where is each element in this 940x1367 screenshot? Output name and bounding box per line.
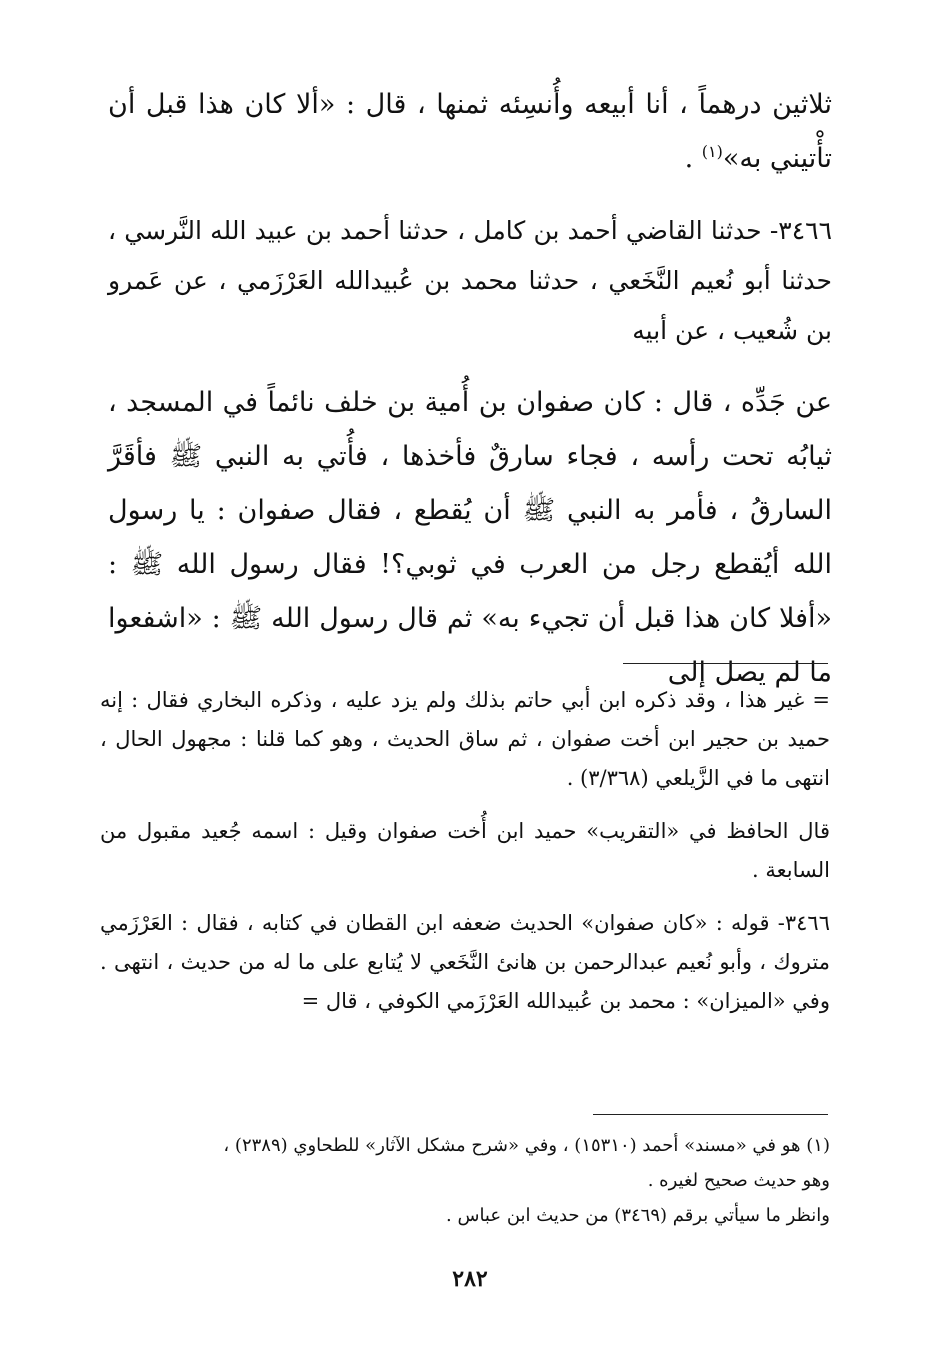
hadith-matn-paragraph: عن جَدِّه ، قال : كان صفوان بن أُمية بن خلف نائماً في المسجد ، ثيابُه تحت رأسه ، فجاء سارقٌ فأخذها ، فأُتي به النبي ﷺ فأقَرَّ السارقُ ، فأمر به النبي ﷺ أن يُقطع ، فقال صفوان : يا رسول الله أيُقطع رجل من العرب في ثوبي؟! فقال رسول الله ﷺ : «أفلا كان هذا قبل أن تجيء به» ثم قال رسول الله ﷺ : «اشفعوا ما لم يصل إلى: [108, 387, 833, 688]
continuation-end: .: [684, 143, 702, 174]
commentary-notes: [100, 681, 830, 1021]
hadith-isnad-paragraph: ٣٤٦٦- حدثنا القاضي أحمد بن كامل ، حدثنا أحمد بن عبيد الله النَّرسي ، حدثنا أبو نُعيم النَّخَعي ، حدثنا محمد بن عُبيدالله العَرْزَمي ، عن عَمرو بن شُعيب ، عن أبيه: [108, 216, 832, 345]
footnote-separator-line: [593, 1114, 828, 1115]
commentary-note-2: قال الحافظ في «التقريب» حميد ابن أُخت صفوان وقيل : اسمه جُعيد مقبول من السابعة .: [100, 819, 830, 882]
page-number: ٢٨٢: [452, 1266, 488, 1292]
footnote-1-line-2: وهو حديث صحيح لغيره .: [647, 1170, 830, 1191]
footnote-1-line-3: وانظر ما سيأتي برقم (٣٤٦٩) من حديث ابن عباس .: [446, 1205, 830, 1226]
footnotes: [110, 1128, 830, 1233]
commentary-note-3: ٣٤٦٦- قوله : «كان صفوان» الحديث ضعفه ابن القطان في كتابه ، فقال : العَرْزَمي متروك ، وأبو نُعيم عبدالرحمن بن هانئ النَّخَعي لا يُتابع على ما له من حديث ، انتهى . وفي «الميزان» : محمد بن عُبيدالله العَرْزَمي الكوفي ، قال =: [100, 911, 830, 1013]
continuation-paragraph: [108, 78, 832, 186]
notes-separator-line: [623, 663, 828, 664]
continuation-text: ثلاثين درهماً ، أنا أبيعه وأُنسِئه ثمنها ، قال : «ألا كان هذا قبل أن تأْتيني به»: [108, 89, 832, 174]
main-text: [108, 78, 832, 700]
commentary-note-1: = غير هذا ، وقد ذكره ابن أبي حاتم بذلك ولم يزد عليه ، وذكره البخاري فقال : إنه حميد بن حجير ابن أخت صفوان ، ثم ساق الحديث ، وهو كما قلنا : مجهول الحال ، انتهى ما في الزَّيلعي (٣/٣٦٨) .: [100, 688, 831, 790]
footnote-reference[interactable]: (١): [701, 142, 723, 161]
footnote-1-line-1: (١) هو في «مسند» أحمد (١٥٣١٠) ، وفي «شرح مشكل الآثار» للطحاوي (٢٣٨٩) ،: [223, 1135, 830, 1156]
